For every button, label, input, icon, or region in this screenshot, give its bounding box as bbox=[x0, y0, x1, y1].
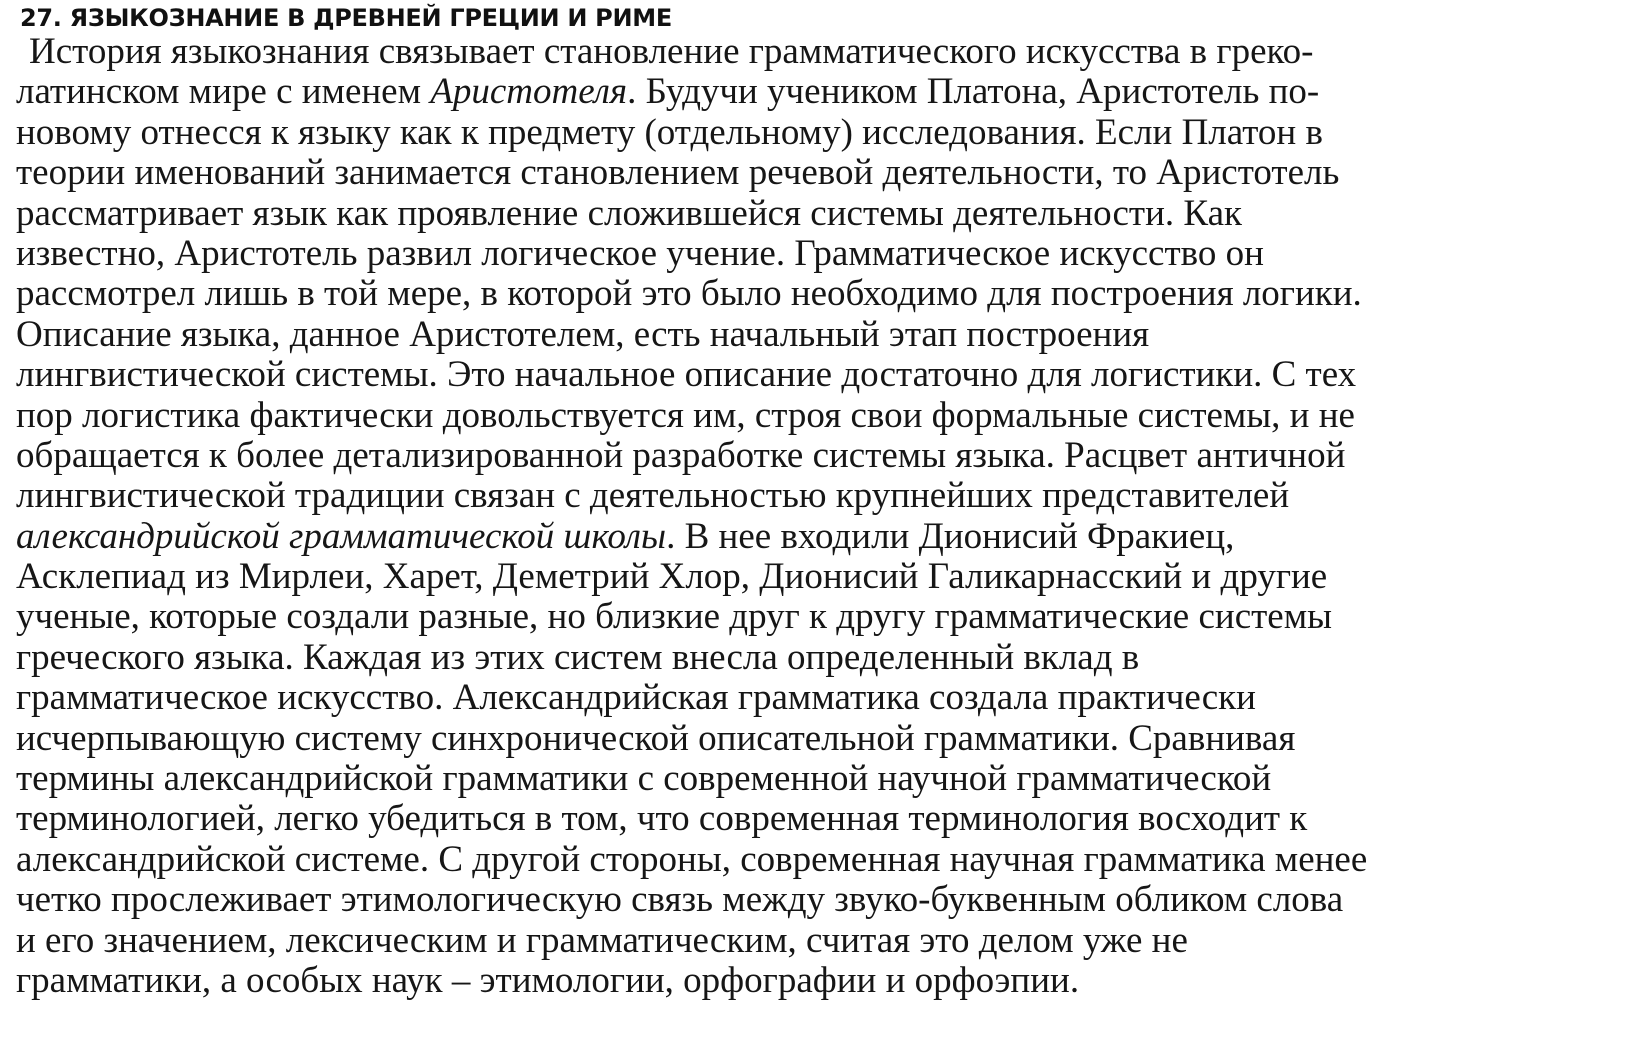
text-span: теории именований занимается становлением речевой деятельности, то Аристотель bbox=[16, 153, 1340, 194]
text-span: терминологией, легко убедиться в том, что современная терминология восходит к bbox=[16, 799, 1308, 840]
text-span: четко прослеживает этимологическую связь между звуко-буквенным обликом слова bbox=[16, 880, 1344, 921]
text-span: . Будучи учеником Платона, Аристотель по- bbox=[627, 72, 1320, 113]
text-line bbox=[16, 153, 1641, 193]
text-span: ученые, которые создали разные, но близкие друг к другу грамматические системы bbox=[16, 597, 1332, 638]
text-line bbox=[16, 799, 1641, 839]
text-span: лингвистической системы. Это начальное описание достаточно для логистики. С тех bbox=[16, 355, 1357, 396]
text-span: грамматическое искусство. Александрийская грамматика создала практически bbox=[16, 678, 1256, 719]
text-line bbox=[16, 557, 1641, 597]
italic-text-span: Аристотеля bbox=[430, 72, 628, 113]
text-span: История языкознания связывает становление грамматического искусства в греко- bbox=[29, 32, 1314, 72]
text-span: . В нее входили Дионисий Фракиец, bbox=[666, 516, 1235, 557]
text-span: новому отнесся к языку как к предмету (отдельному) исследования. Если Платон в bbox=[16, 112, 1323, 153]
text-line bbox=[16, 194, 1641, 234]
text-line bbox=[16, 355, 1641, 395]
text-span: обращается к более детализированной разработке системы языка. Расцвет античной bbox=[16, 435, 1346, 476]
text-line bbox=[16, 274, 1641, 314]
text-line bbox=[16, 396, 1641, 436]
text-span: термины александрийской грамматики с современной научной грамматической bbox=[16, 759, 1272, 800]
text-span: латинском мире с именем bbox=[16, 72, 431, 113]
text-line bbox=[16, 517, 1641, 557]
section-heading: 27. ЯЗЫКОЗНАНИЕ В ДРЕВНЕЙ ГРЕЦИИ И РИМЕ bbox=[20, 4, 672, 32]
text-line bbox=[16, 921, 1641, 961]
text-span: греческого языка. Каждая из этих систем внесла определенный вклад в bbox=[16, 637, 1140, 678]
text-line bbox=[16, 638, 1641, 678]
body-paragraph bbox=[16, 32, 1641, 1001]
text-line bbox=[16, 32, 1641, 72]
italic-text-span: александрийской грамматической школы bbox=[16, 516, 667, 557]
text-line bbox=[16, 719, 1641, 759]
text-span: известно, Аристотель развил логическое учение. Грамматическое искусство он bbox=[16, 233, 1264, 274]
text-line bbox=[16, 113, 1641, 153]
text-line bbox=[16, 315, 1641, 355]
text-line bbox=[16, 436, 1641, 476]
text-line bbox=[16, 961, 1641, 1001]
text-span: грамматики, а особых наук – этимологии, орфографии и орфоэпии. bbox=[16, 960, 1080, 1001]
text-span: и его значением, лексическим и грамматическим, считая это делом уже не bbox=[16, 920, 1188, 961]
text-line bbox=[16, 72, 1641, 112]
text-line bbox=[16, 678, 1641, 718]
text-line bbox=[16, 476, 1641, 516]
text-line bbox=[16, 234, 1641, 274]
text-span: Асклепиад из Мирлеи, Харет, Деметрий Хлор, Дионисий Галикарнасский и другие bbox=[16, 557, 1328, 598]
text-line bbox=[16, 759, 1641, 799]
text-span: исчерпывающую систему синхронической описательной грамматики. Сравнивая bbox=[16, 718, 1296, 759]
text-line bbox=[16, 840, 1641, 880]
text-span: лингвистической традиции связан с деятельностью крупнейших представителей bbox=[16, 476, 1290, 517]
text-span: александрийской системе. С другой стороны, современная научная грамматика менее bbox=[16, 839, 1368, 880]
text-line bbox=[16, 880, 1641, 920]
text-span: рассмотрел лишь в той мере, в которой это было необходимо для построения логики. bbox=[16, 274, 1362, 315]
text-span: рассматривает язык как проявление сложившейся системы деятельности. Как bbox=[16, 193, 1242, 234]
text-line bbox=[16, 597, 1641, 637]
text-span: пор логистика фактически довольствуется им, строя свои формальные системы, и не bbox=[16, 395, 1355, 436]
text-span: Описание языка, данное Аристотелем, есть начальный этап построения bbox=[16, 314, 1150, 355]
